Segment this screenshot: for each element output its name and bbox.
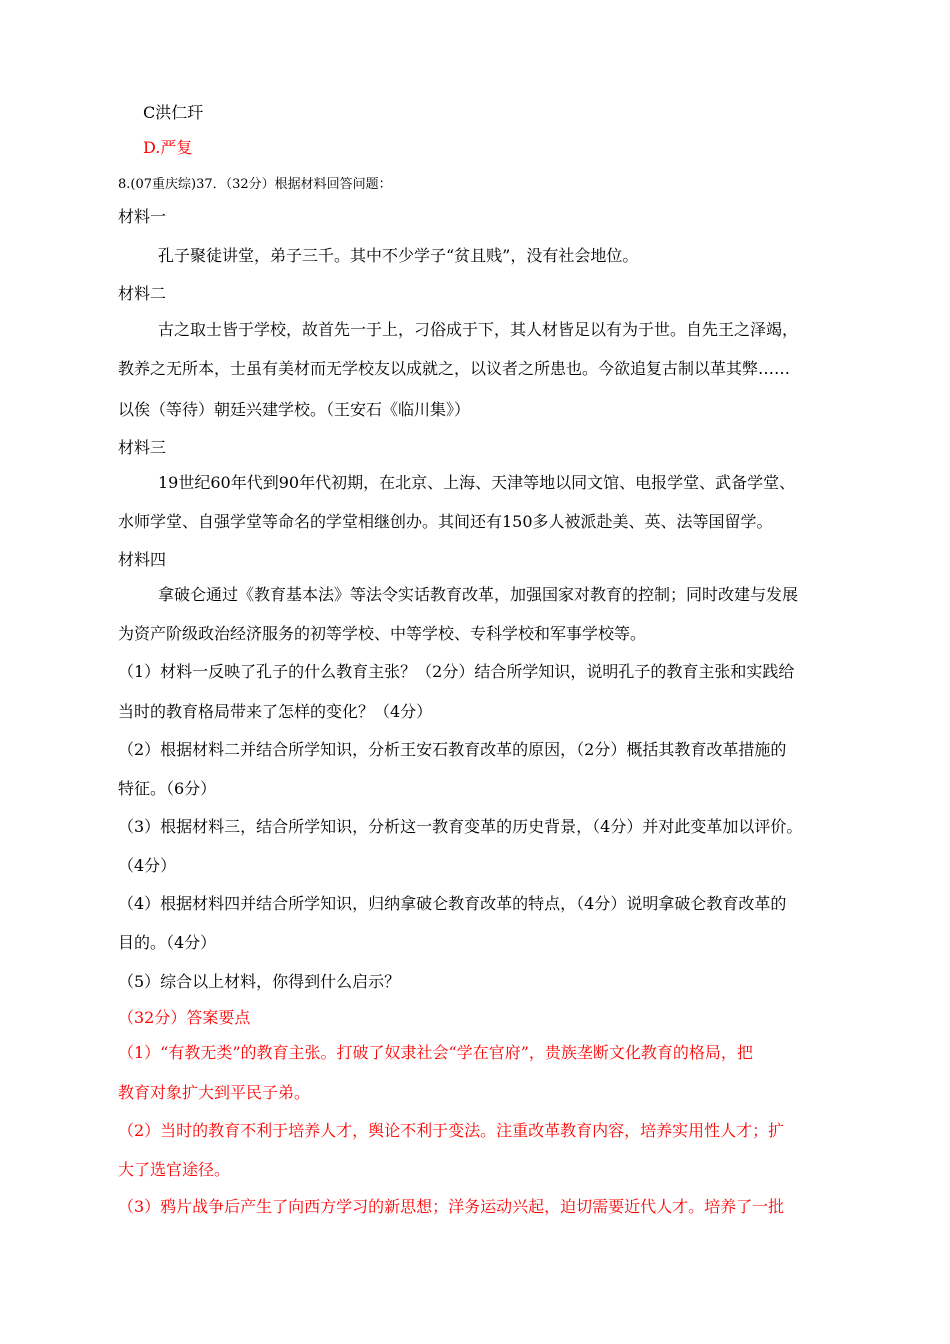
question-1-line: （1）材料一反映了孔子的什么教育主张？（2分）结合所学知识，说明孔子的教育主张和实践给	[118, 662, 795, 681]
question-1-line: 当时的教育格局带来了怎样的变化？（4分）	[118, 702, 433, 721]
question-3-line: （4分）	[118, 856, 177, 875]
material-2-text-line: 教养之无所本，士虽有美材而无学校友以成就之，以议者之所患也。今欲追复古制以革其弊……	[118, 359, 791, 378]
material-4-text-line: 为资产阶级政治经济服务的初等学校、中等学校、专科学校和军事学校等。	[118, 624, 647, 643]
answer-1-line: （1）“有教无类”的教育主张。打破了奴隶社会“学在官府”，贵族垄断文化教育的格局，把	[118, 1043, 753, 1062]
question-3-line: （3）根据材料三，结合所学知识，分析这一教育变革的历史背景，（4分）并对此变革加以评价。	[118, 817, 803, 836]
answer-2-line: （2）当时的教育不利于培养人才，舆论不利于变法。注重改革教育内容，培养实用性人才；扩	[118, 1121, 785, 1140]
question-2-line: 特征。（6分）	[118, 779, 217, 798]
material-1-text: 孔子聚徒讲堂，弟子三千。其中不少学子“贫且贱”，没有社会地位。	[158, 246, 639, 265]
material-4-text-line: 拿破仑通过《教育基本法》等法令实话教育改革，加强国家对教育的控制；同时改建与发展	[158, 585, 799, 604]
material-3-text-line: 19世纪60年代到90年代初期，在北京、上海、天津等地以同文馆、电报学堂、武备学堂、	[158, 473, 796, 492]
answer-2-line: 大了选官途径。	[118, 1160, 231, 1179]
material-3-heading: 材料三	[118, 438, 167, 457]
question-number: 8.(07重庆综)37．（32分）根据材料回答问题：	[118, 177, 392, 192]
option-d-answer: D.严复	[143, 138, 193, 157]
question-8-header	[118, 173, 392, 195]
material-2-text-line: 古之取士皆于学校，故首先一于上，刁俗成于下，其人材皆足以有为于世。自先王之泽竭，	[158, 320, 799, 339]
answer-3-line: （3）鸦片战争后产生了向西方学习的新思想；洋务运动兴起，迫切需要近代人才。培养了一批	[118, 1197, 785, 1216]
material-3-text-line: 水师学堂、自强学堂等命名的学堂相继创办。其间还有150多人被派赴美、英、法等国留学。	[118, 512, 773, 531]
material-1-heading: 材料一	[118, 207, 167, 226]
question-4-line: 目的。（4分）	[118, 933, 217, 952]
material-2-heading: 材料二	[118, 284, 167, 303]
answer-1-line: 教育对象扩大到平民子弟。	[118, 1083, 311, 1102]
question-5-line: （5）综合以上材料，你得到什么启示？	[118, 972, 401, 991]
material-2-text-line: 以俟（等待）朝廷兴建学校。（王安石《临川集》）	[118, 400, 471, 419]
question-2-line: （2）根据材料二并结合所学知识，分析王安石教育改革的原因，（2分）概括其教育改革措施的	[118, 740, 787, 759]
option-c: C洪仁玕	[143, 103, 204, 122]
question-4-line: （4）根据材料四并结合所学知识，归纳拿破仑教育改革的特点，（4分）说明拿破仑教育改革的	[118, 894, 787, 913]
material-4-heading: 材料四	[118, 550, 167, 569]
answer-heading: （32分）答案要点	[118, 1008, 251, 1027]
